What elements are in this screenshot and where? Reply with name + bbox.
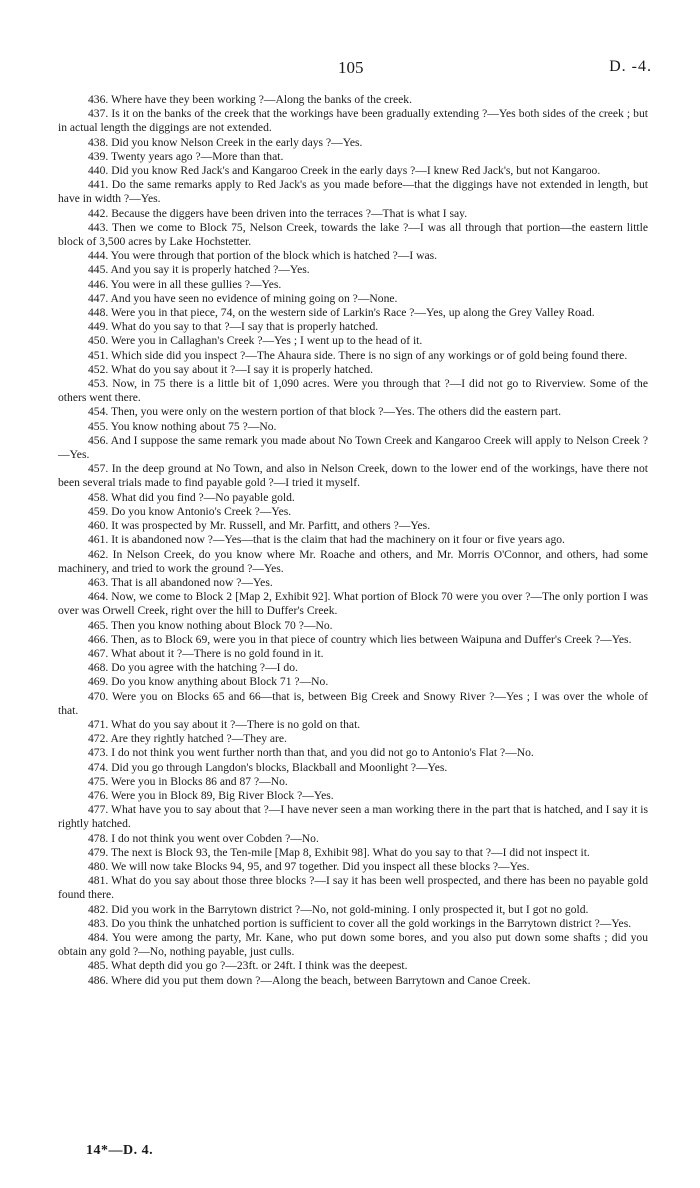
question-answer-paragraph: 457. In the deep ground at No Town, and also in Nelson Creek, down to the lower end of the workings, have there not been several trials made to find payable gold ?—I tried it myself. xyxy=(58,462,648,490)
question-answer-paragraph: 440. Did you know Red Jack's and Kangaroo Creek in the early days ?—I knew Red Jack's, but not Kangaroo. xyxy=(88,164,601,178)
question-answer-paragraph: 470. Were you on Blocks 65 and 66—that is, between Big Creek and Snowy River ?—Yes ; I was over the whole of that. xyxy=(58,689,648,717)
question-answer-paragraph: 452. What do you say about it ?—I say it is properly hatched. xyxy=(88,362,374,376)
question-answer-paragraph: 480. We will now take Blocks 94, 95, and 97 together. Did you inspect all these blocks ?—Yes. xyxy=(88,859,530,873)
question-answer-paragraph: 450. Were you in Callaghan's Creek ?—Yes ; I went up to the head of it. xyxy=(88,334,423,348)
question-answer-paragraph: 483. Do you think the unhatched portion is sufficient to cover all the gold workings in the Barrytown district ?—Yes. xyxy=(88,916,632,930)
question-answer-paragraph: 442. Because the diggers have been driven into the terraces ?—That is what I say. xyxy=(88,206,468,220)
question-answer-paragraph: 448. Were you in that piece, 74, on the western side of Larkin's Race ?—Yes, up along the Grey Valley Road. xyxy=(88,306,595,320)
question-answer-paragraph: 477. What have you to say about that ?—I have never seen a man working there in the part that is hatched, and I say it is rightly hatched. xyxy=(58,803,648,831)
question-answer-paragraph: 453. Now, in 75 there is a little bit of 1,090 acres. Were you through that ?—I did not go to Riverview. Some of the others went there. xyxy=(58,377,648,405)
question-answer-paragraph: 455. You know nothing about 75 ?—No. xyxy=(88,419,277,433)
question-answer-paragraph: 471. What do you say about it ?—There is no gold on that. xyxy=(88,717,361,731)
question-answer-paragraph: 467. What about it ?—There is no gold found in it. xyxy=(88,646,324,660)
question-answer-paragraph: 436. Where have they been working ?—Along the banks of the creek. xyxy=(88,93,412,106)
page-number: 105 xyxy=(338,58,364,77)
question-answer-paragraph: 463. That is all abandoned now ?—Yes. xyxy=(88,575,273,589)
question-answer-paragraph: 459. Do you know Antonio's Creek ?—Yes. xyxy=(88,504,292,518)
question-answer-paragraph: 485. What depth did you go ?—23ft. or 24ft. I think was the deepest. xyxy=(88,959,408,973)
question-answer-paragraph: 484. You were among the party, Mr. Kane, who put down some bores, and you also put down some shafts ; did you obtain any gold ?—No, nothing payable, just culls. xyxy=(58,930,648,959)
question-answer-paragraph: 449. What do you say to that ?—I say that is properly hatched. xyxy=(88,320,379,334)
question-answer-paragraph: 447. And you have seen no evidence of mining going on ?—None. xyxy=(88,291,398,305)
question-answer-paragraph: 462. In Nelson Creek, do you know where Mr. Roache and others, and Mr. Morris O'Connor, and others, had some machinery, and tried to work the ground ?—Yes. xyxy=(58,547,648,575)
question-answer-paragraph: 443. Then we come to Block 75, Nelson Creek, towards the lake ?—I was all through that portion—the eastern little block of 3,500 acres by Lake Hochstetter. xyxy=(58,220,648,249)
question-answer-paragraph: 461. It is abandoned now ?—Yes—that is the claim that had the machinery on it four or five years ago. xyxy=(88,533,565,547)
testimony-body xyxy=(58,93,648,988)
question-answer-paragraph: 439. Twenty years ago ?—More than that. xyxy=(88,149,284,163)
question-answer-paragraph: 466. Then, as to Block 69, were you in that piece of country which lies between Waipuna and Duffer's Creek ?—Yes. xyxy=(88,632,632,646)
question-answer-paragraph: 465. Then you know nothing about Block 70 ?—No. xyxy=(88,618,333,632)
question-answer-paragraph: 464. Now, we come to Block 2 [Map 2, Exhibit 92]. What portion of Block 70 were you over ?—The only portion I was over was Orwell Creek, right over the hill to Duffer's Creek. xyxy=(58,590,648,618)
question-answer-paragraph: 473. I do not think you went further north than that, and you did not go to Antonio's Flat ?—No. xyxy=(88,746,534,760)
question-answer-paragraph: 472. Are they rightly hatched ?—They are. xyxy=(88,732,287,746)
question-answer-paragraph: 468. Do you agree with the hatching ?—I do. xyxy=(88,661,298,675)
question-answer-paragraph: 469. Do you know anything about Block 71 ?—No. xyxy=(88,675,329,689)
question-answer-paragraph: 454. Then, you were only on the western portion of that block ?—Yes. The others did the eastern part. xyxy=(88,405,561,419)
footer-reference: 14*—D. 4. xyxy=(86,1143,154,1158)
question-answer-paragraph: 474. Did you go through Langdon's blocks, Blackball and Moonlight ?—Yes. xyxy=(88,760,448,774)
question-answer-paragraph: 486. Where did you put them down ?—Along the beach, between Barrytown and Canoe Creek. xyxy=(88,973,531,987)
question-answer-paragraph: 482. Did you work in the Barrytown district ?—No, not gold-mining. I only prospected it, but I got no gold. xyxy=(88,902,589,916)
document-reference: D. -4. xyxy=(609,58,652,75)
question-answer-paragraph: 476. Were you in Block 89, Big River Block ?—Yes. xyxy=(88,788,334,802)
question-answer-paragraph: 451. Which side did you inspect ?—The Ahaura side. There is no sign of any workings or of gold being found there. xyxy=(88,348,628,362)
question-answer-paragraph: 475. Were you in Blocks 86 and 87 ?—No. xyxy=(88,774,288,788)
question-answer-paragraph: 479. The next is Block 93, the Ten-mile [Map 8, Exhibit 98]. What do you say to that ?—I did not inspect it. xyxy=(88,845,590,859)
question-answer-paragraph: 446. You were in all these gullies ?—Yes. xyxy=(88,277,282,291)
question-answer-paragraph: 438. Did you know Nelson Creek in the early days ?—Yes. xyxy=(88,135,363,149)
question-answer-paragraph: 481. What do you say about those three blocks ?—I say it has been well prospected, and there has been no payable gold found there. xyxy=(58,874,648,902)
question-answer-paragraph: 460. It was prospected by Mr. Russell, and Mr. Parfitt, and others ?—Yes. xyxy=(88,519,431,533)
page-header xyxy=(0,58,700,82)
question-answer-paragraph: 437. Is it on the banks of the creek that the workings have been gradually extending ?—Yes both sides of the creek ; but in actual length the diggings are not extended. xyxy=(58,107,648,135)
question-answer-paragraph: 478. I do not think you went over Cobden ?—No. xyxy=(88,831,319,845)
question-answer-paragraph: 444. You were through that portion of the block which is hatched ?—I was. xyxy=(88,249,438,263)
question-answer-paragraph: 445. And you say it is properly hatched ?—Yes. xyxy=(88,263,310,277)
question-answer-paragraph: 456. And I suppose the same remark you made about No Town Creek and Kangaroo Creek will apply to Nelson Creek ?—Yes. xyxy=(58,433,648,462)
question-answer-paragraph: 458. What did you find ?—No payable gold. xyxy=(88,490,295,504)
question-answer-paragraph: 441. Do the same remarks apply to Red Jack's as you made before—that the diggings have not extended in length, but have in width ?—Yes. xyxy=(58,178,648,206)
